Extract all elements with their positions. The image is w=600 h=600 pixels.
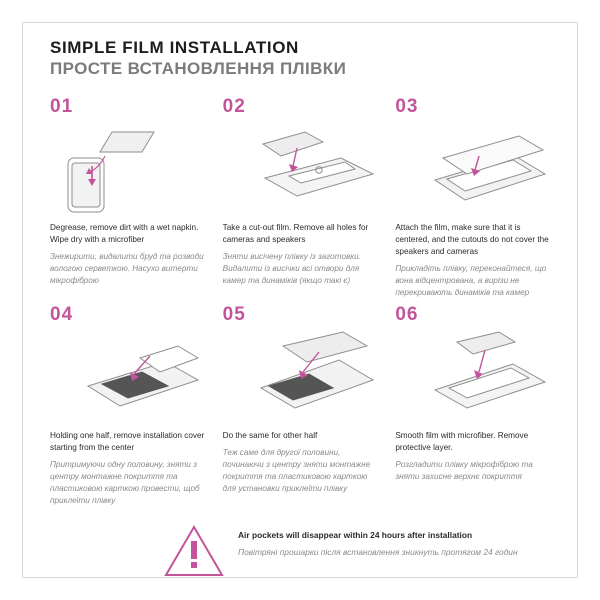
footer-note: [50, 523, 554, 558]
step-text-uk: Притримуючи одну половину, зняти з центру монтажне покриття та пластиковою карткою провести, щоб приклеїти плівку: [50, 460, 200, 505]
step-card-05: [223, 304, 382, 506]
step-text-uk: Розгладити плівку мікрофіброю та зняти захисне верхнє покриття: [395, 460, 533, 482]
step-text-uk: Зняти висічену плівку із заготовки. Видалити із висічки всі отвори для камер та динаміків (якщо такі є): [222, 251, 361, 285]
step-card-01: [50, 96, 209, 298]
step-text-en: Degrease, remove dirt with a wet napkin. Wipe dry with a microfiber: [50, 223, 199, 244]
header: [50, 38, 554, 78]
step-card-04: [50, 304, 209, 506]
step-number: 03: [395, 96, 419, 118]
step-text-en: Attach the film, make sure that it is centered, and the cutouts do not cover the speakers and cameras: [395, 223, 549, 256]
step-number: 01: [50, 96, 74, 118]
page-title-uk: ПРОСТЕ ВСТАНОВЛЕННЯ ПЛІВКИ: [50, 58, 347, 78]
peel-other-half-icon: [223, 330, 382, 422]
step-number: 05: [222, 304, 246, 326]
step-text-en: Holding one half, remove installation cover starting from the center: [50, 431, 205, 453]
footer-text-en: Air pockets will disappear within 24 hours after installation: [238, 529, 473, 540]
step-number: 02: [222, 96, 246, 118]
step-text-uk: Прикладіть плівку, переконайтеся, що вона відцентрована, а вирізи не перекривають динаміків та камер: [395, 263, 547, 297]
cut-out-film-icon: [223, 122, 382, 214]
footer-text-uk: Повітряні прошарки після встановлення зникнуть протягом 24 годин: [238, 546, 518, 557]
steps-grid: [50, 96, 554, 507]
film-on-phone-icon: [395, 122, 554, 214]
step-text-uk: Знежирити, видалити бруд та розводи вологою серветкою. Насухо витерти мікрофіброю: [50, 251, 204, 285]
page-title-en: SIMPLE FILM INSTALLATION: [50, 38, 299, 57]
step-text-en: Take a cut-out film. Remove all holes for cameras and speakers: [222, 223, 369, 244]
phone-with-wipe-icon: [50, 122, 209, 214]
step-number: 06: [395, 304, 419, 326]
warning-exclamation-icon: [162, 521, 226, 585]
step-text-en: Smooth film with microfiber. Remove protective layer.: [395, 431, 529, 453]
step-text-uk: Теж саме для другої половини, починаючи з центру зняти монтажне покриття та пластиковою карткою для установки приклеїти плівку: [222, 448, 371, 493]
step-text-en: Do the same for other half: [222, 431, 318, 441]
step-card-06: [395, 304, 554, 506]
step-card-02: [223, 96, 382, 298]
peel-half-cover-icon: [50, 330, 209, 422]
smooth-with-microfiber-icon: [395, 330, 554, 422]
step-card-03: [395, 96, 554, 298]
step-number: 04: [50, 304, 74, 326]
